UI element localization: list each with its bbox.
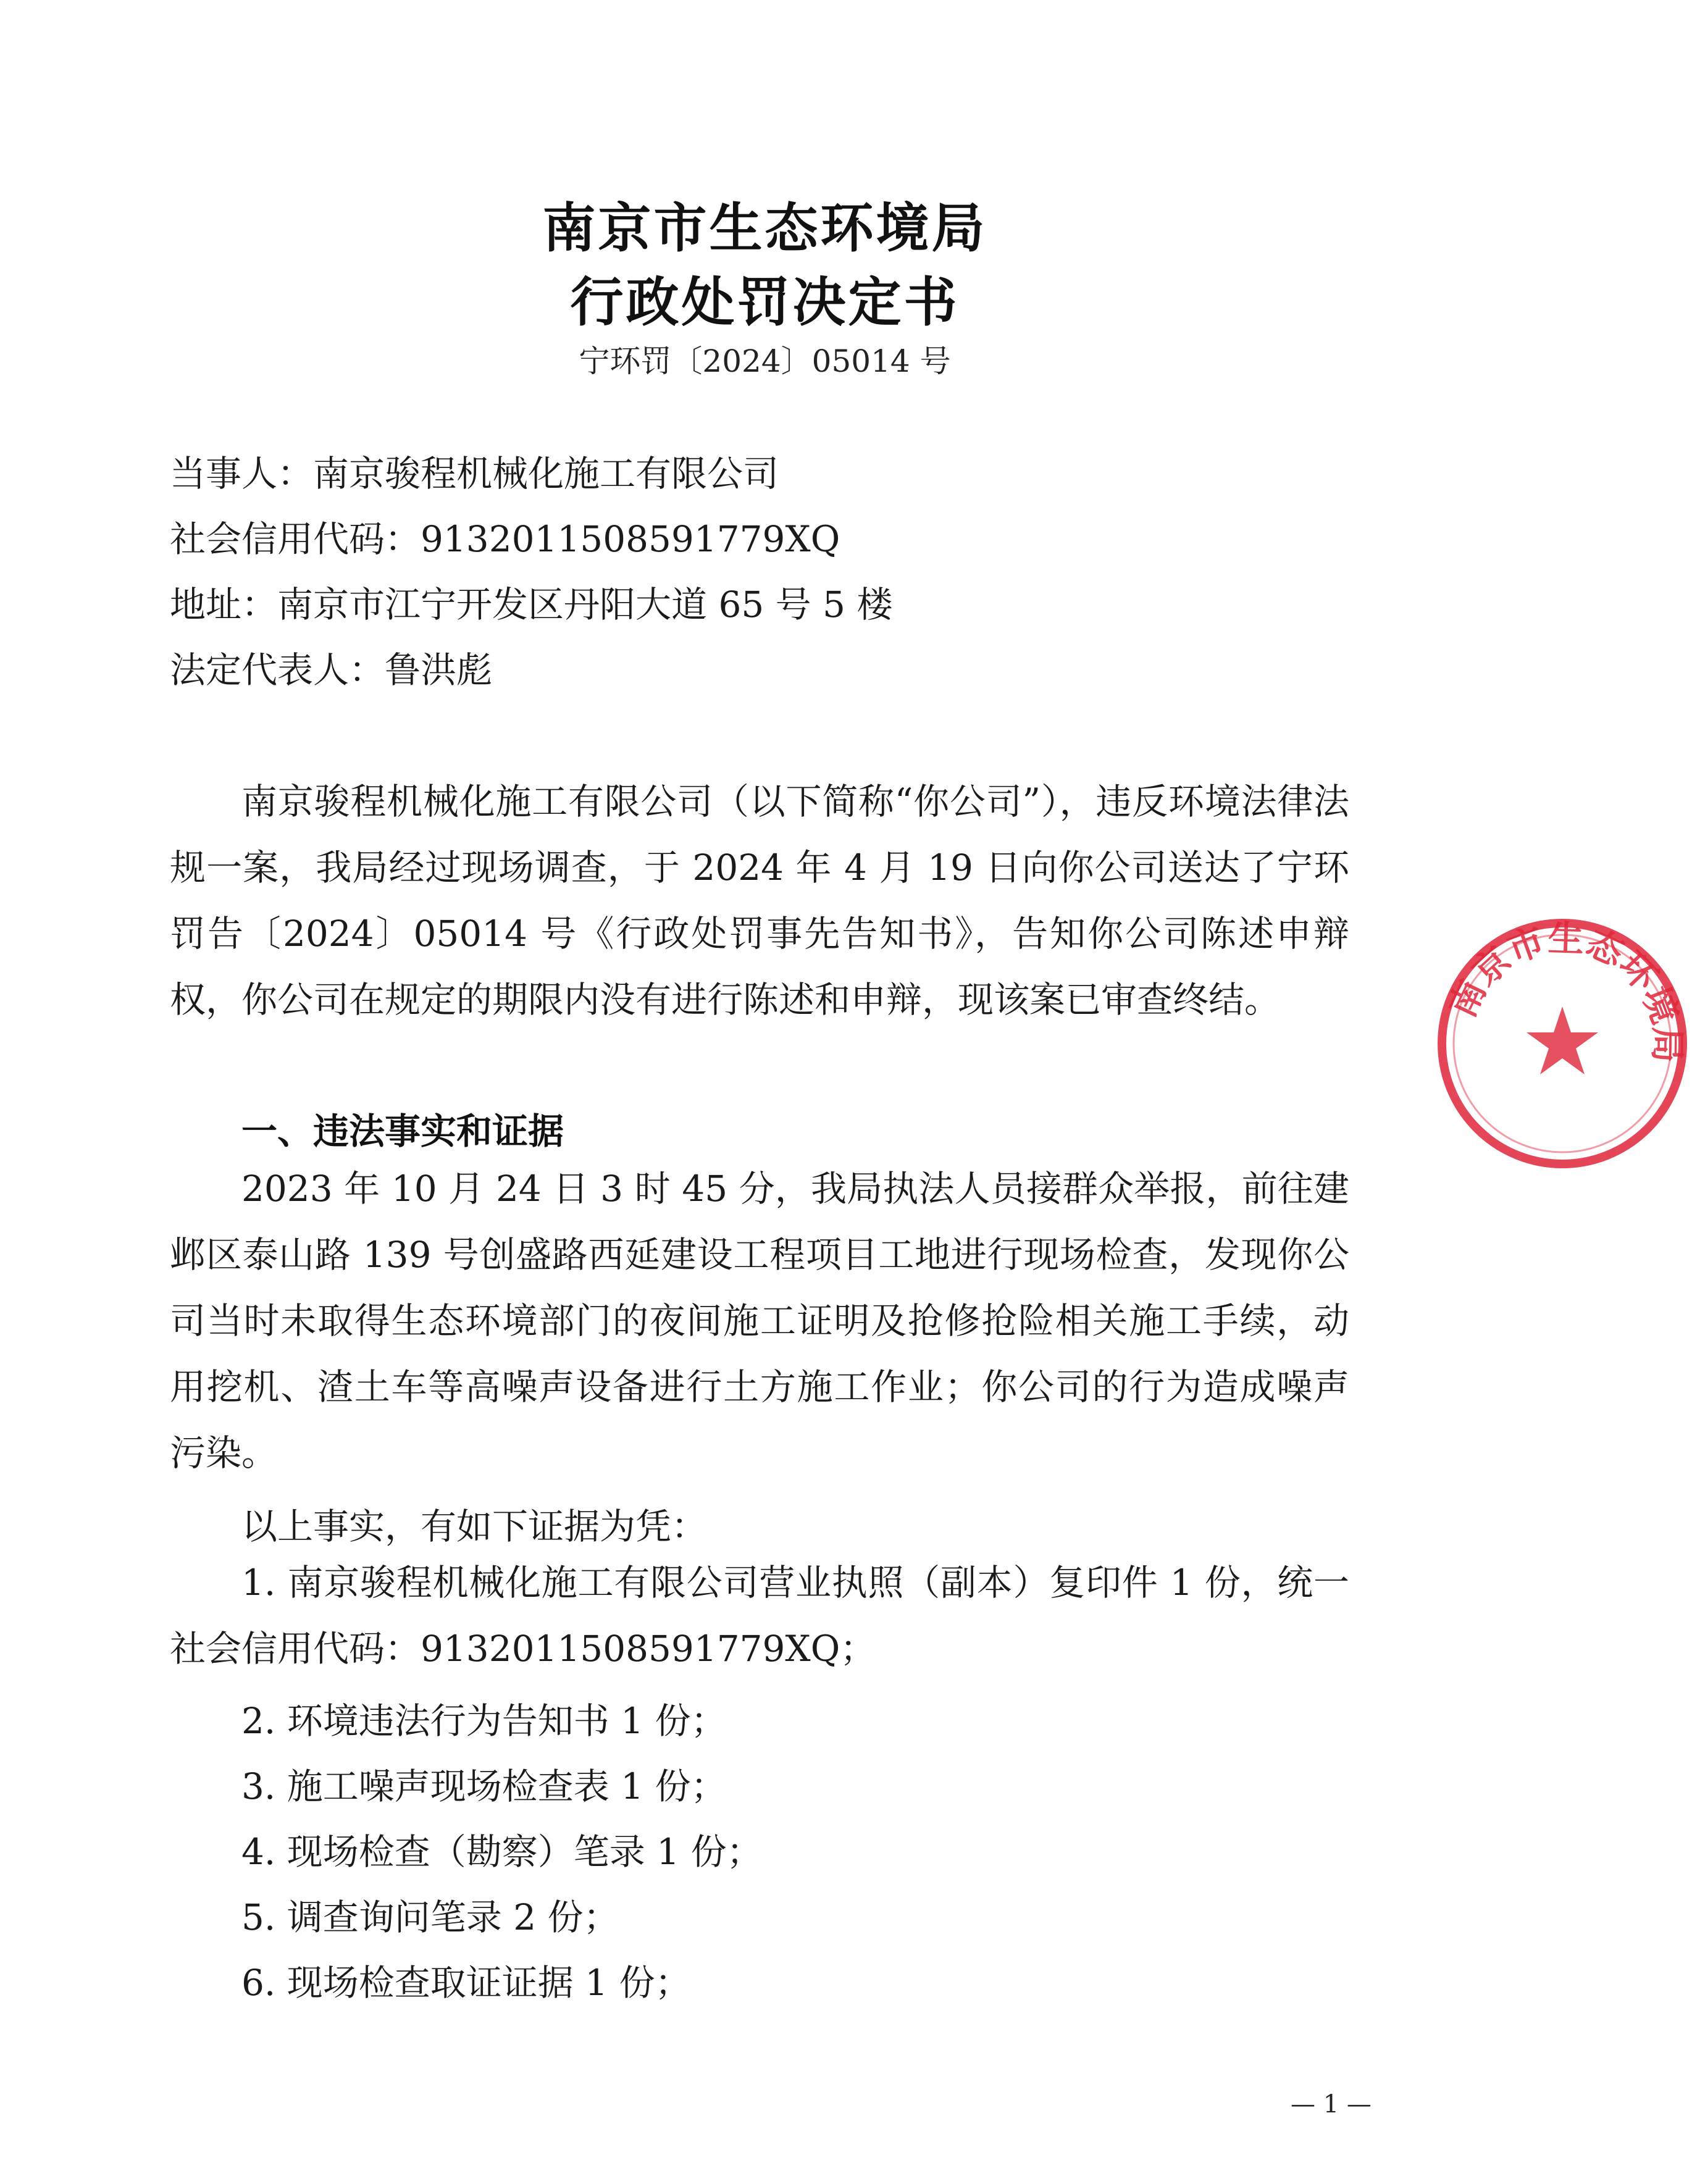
evidence-item-3: 3. 施工噪声现场检查表 1 份； (241, 1765, 727, 1807)
party-name: 当事人：南京骏程机械化施工有限公司 (170, 453, 779, 495)
document-number: 宁环罚〔2024〕05014 号 (579, 343, 951, 379)
facts-paragraph: 2023 年 10 月 24 日 3 时 45 分，我局执法人员接群众举报，前往建邺区泰山路 139 号创盛路西延建设工程项目工地进行现场检查，发现你公司当时未取得生态环境部门的夜间施工证明及抢修抢险相关施工手续，动用挖机、渣土车等高噪声设备进行土方施工作业；你公司的行为造成噪声污染。 (170, 1168, 1349, 1474)
intro-paragraph: 南京骏程机械化施工有限公司（以下简称“你公司”），违反环境法律法规一案，我局经过现场调查，于 2024 年 4 月 19 日向你公司送达了宁环罚告〔2024〕05014 号《行政处罚事先告知书》，告知你公司陈述申辩权，你公司在规定的期限内没有进行陈述和申辩，现该案已审查终结。 (170, 780, 1349, 1021)
evidence-item-4: 4. 现场检查（勘察）笔录 1 份； (241, 1831, 763, 1873)
official-seal-stamp (1433, 914, 1692, 1173)
section-heading-facts: 一、违法事实和证据 (241, 1110, 564, 1152)
evidence-item-1: 1. 南京骏程机械化施工有限公司营业执照（副本）复印件 1 份，统一社会信用代码：9132011508591779XQ； (170, 1562, 1349, 1670)
seal-text: 南京市生态环境局 (1441, 917, 1689, 1063)
evidence-item-2: 2. 环境违法行为告知书 1 份； (241, 1700, 727, 1742)
evidence-item-5: 5. 调查询问笔录 2 份； (241, 1896, 619, 1938)
evidence-intro: 以上事实，有如下证据为凭： (241, 1505, 708, 1547)
document-title-agency: 南京市生态环境局 (542, 197, 987, 259)
page-number: — 1 — (1291, 2090, 1372, 2119)
document-title-type: 行政处罚决定书 (570, 271, 960, 333)
party-credit-code: 社会信用代码：9132011508591779XQ (170, 518, 840, 560)
party-representative: 法定代表人：鲁洪彪 (170, 649, 493, 691)
party-address: 地址：南京市江宁开发区丹阳大道 65 号 5 楼 (170, 584, 893, 625)
evidence-item-6: 6. 现场检查取证证据 1 份； (241, 1962, 691, 2004)
